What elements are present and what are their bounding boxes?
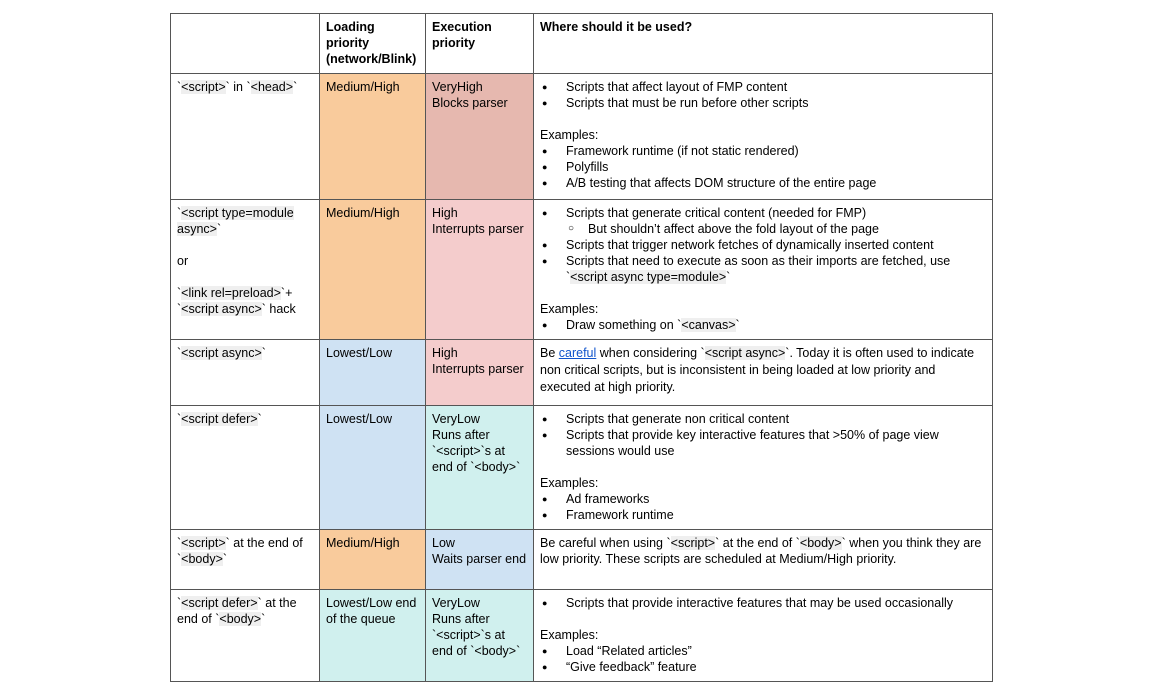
table-row-defer-end-of-body: [171, 590, 993, 682]
list-item: ● Scripts that affect layout of FMP content: [566, 79, 986, 95]
loading-priority-cell: Lowest/Low: [320, 406, 426, 530]
usage-cell: Be careful when using `<script>` at the end of `<body>` when you think they are low priority. These scripts are scheduled at Medium/High priority.: [534, 530, 993, 590]
loading-priority-cell: Medium/High: [320, 200, 426, 340]
list-item: ● Scripts that generate non critical content: [566, 411, 986, 427]
list-item: ● Scripts that generate critical content (needed for FMP) ○ But shouldn’t affect above the fold layout of the page: [566, 205, 986, 237]
examples-list: [540, 143, 986, 191]
row-label: `<script defer>` at the end of `<body>`: [171, 590, 320, 682]
list-item: ● Draw something on `<canvas>`: [566, 317, 986, 333]
table-row-script-async: [171, 340, 993, 406]
execution-priority-cell: High Interrupts parser: [426, 340, 534, 406]
table-row-script-end-of-body: [171, 530, 993, 590]
row-label: `<script>` at the end of `<body>`: [171, 530, 320, 590]
table-row-script-defer: [171, 406, 993, 530]
usage-cell: Be careful when considering `<script async>`. Today it is often used to indicate non critical scripts, but is inconsistent in being loaded at low priority and executed at high priority.: [534, 340, 993, 406]
usage-list: [540, 205, 986, 285]
header-row: [171, 14, 993, 74]
usage-list: [540, 79, 986, 111]
usage-cell: [534, 590, 993, 682]
list-item: ● A/B testing that affects DOM structure of the entire page: [566, 175, 986, 191]
usage-cell: [534, 200, 993, 340]
execution-priority-cell: VeryLow Runs after `<script>`s at end of `<body>`: [426, 590, 534, 682]
examples-label: Examples:: [540, 128, 599, 142]
examples-list: [540, 317, 986, 333]
row-label: `<script type=module async>` or `<link rel=preload>`+ `<script async>` hack: [171, 200, 320, 340]
execution-priority-cell: VeryLow Runs after `<script>`s at end of `<body>`: [426, 406, 534, 530]
script-priority-table: [170, 13, 993, 682]
header-empty: [171, 14, 320, 74]
list-item: ● Scripts that trigger network fetches of dynamically inserted content: [566, 237, 986, 253]
loading-priority-cell: Medium/High: [320, 74, 426, 200]
execution-priority-cell: Low Waits parser end: [426, 530, 534, 590]
header-loading-priority: Loading priority (network/Blink): [320, 14, 426, 74]
usage-cell: [534, 406, 993, 530]
list-item: ● Load “Related articles”: [566, 643, 986, 659]
list-item: ● Scripts that must be run before other scripts: [566, 95, 986, 111]
examples-label: Examples:: [540, 302, 599, 316]
list-item: ● Polyfills: [566, 159, 986, 175]
sub-list-item: ○ But shouldn’t affect above the fold layout of the page: [588, 221, 986, 237]
examples-label: Examples:: [540, 628, 599, 642]
usage-list: [540, 595, 986, 611]
list-item: ● Scripts that need to execute as soon as their imports are fetched, use `<script async type=module>`: [566, 253, 986, 285]
table-row-script-in-head: [171, 74, 993, 200]
usage-list: [540, 411, 986, 459]
examples-label: Examples:: [540, 476, 599, 490]
examples-list: [540, 643, 986, 675]
header-execution-priority: Execution priority: [426, 14, 534, 74]
examples-list: [540, 491, 986, 523]
row-label: `<script async>`: [171, 340, 320, 406]
row-label: `<script>` in `<head>`: [171, 74, 320, 200]
header-where-used: Where should it be used?: [534, 14, 993, 74]
list-item: ● Scripts that provide key interactive features that >50% of page view sessions would use: [566, 427, 986, 459]
list-item: ● Framework runtime: [566, 507, 986, 523]
loading-priority-cell: Lowest/Low: [320, 340, 426, 406]
execution-priority-cell: VeryHigh Blocks parser: [426, 74, 534, 200]
loading-priority-cell: Medium/High: [320, 530, 426, 590]
row-label: `<script defer>`: [171, 406, 320, 530]
table-row-module-async: [171, 200, 993, 340]
usage-cell: [534, 74, 993, 200]
list-item: ● “Give feedback” feature: [566, 659, 986, 675]
careful-link[interactable]: careful: [558, 346, 597, 360]
list-item: ● Ad frameworks: [566, 491, 986, 507]
list-item: ● Framework runtime (if not static rendered): [566, 143, 986, 159]
sub-list: [566, 221, 986, 237]
execution-priority-cell: High Interrupts parser: [426, 200, 534, 340]
loading-priority-cell: Lowest/Low end of the queue: [320, 590, 426, 682]
list-item: ● Scripts that provide interactive features that may be used occasionally: [566, 595, 986, 611]
